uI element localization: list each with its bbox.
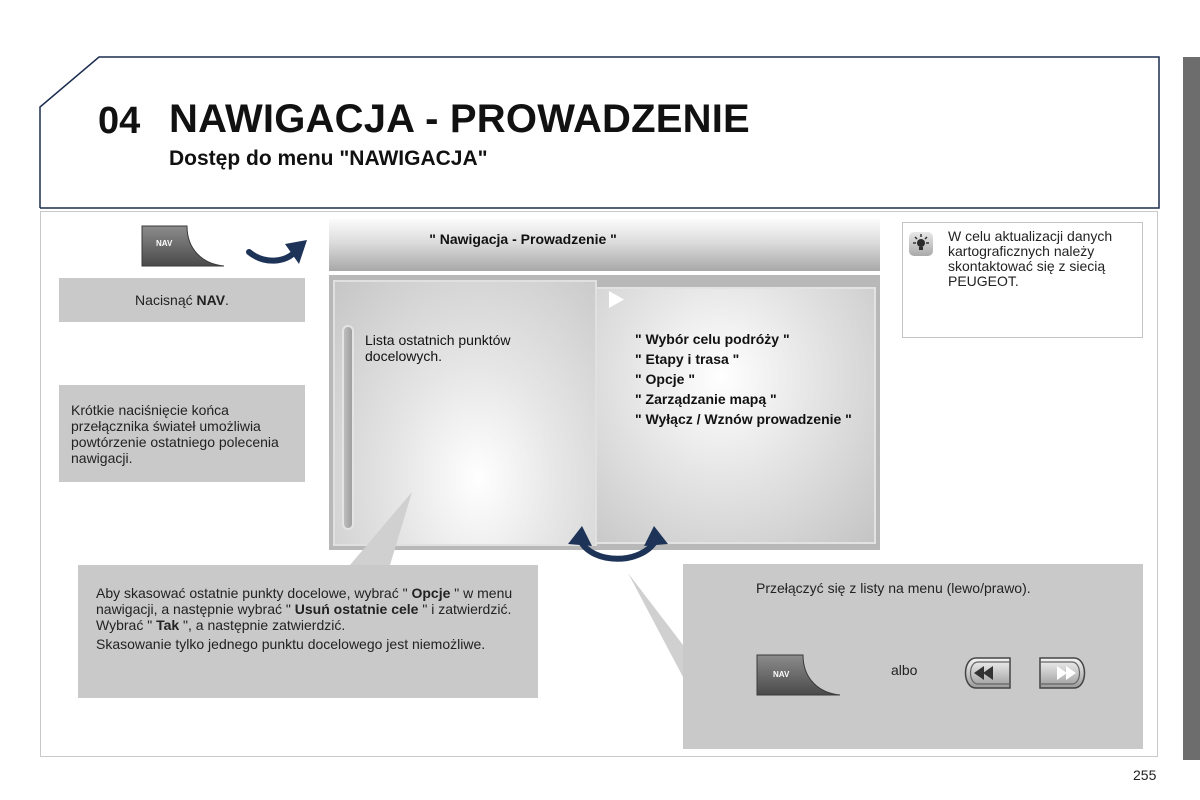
- press-prefix: Nacisnąć: [135, 292, 197, 308]
- delete-text: " w menu nawigacji, a następnie wybrać ": [96, 585, 513, 617]
- chapter-title: NAWIGACJA - PROWADZENIE: [169, 97, 750, 141]
- chapter-subtitle: Dostęp do menu "NAWIGACJA": [169, 147, 488, 170]
- screen-title: " Nawigacja - Prowadzenie ": [429, 231, 617, 247]
- short-press-text: Krótkie naciśnięcie końca przełącznika świateł umożliwia powtórzenie ostatniego polecenia nawigacji.: [71, 402, 279, 466]
- delete-keyword: Usuń ostatnie cele: [294, 601, 419, 617]
- nav-button: [755, 653, 841, 702]
- delete-destinations-box: [78, 565, 538, 698]
- press-key: NAV: [196, 292, 226, 308]
- nav-button-label: NAV: [773, 670, 790, 679]
- note-text: W celu aktualizacji danych kartograficznych należy skontaktować się z siecią PEUGEOT.: [948, 228, 1113, 289]
- nav-button: [139, 224, 225, 273]
- delete-instructions: [96, 585, 520, 633]
- switch-arrows-icon: [562, 520, 674, 568]
- lightbulb-icon: [909, 232, 933, 256]
- page-number: 255: [1133, 767, 1157, 783]
- nav-button-label: NAV: [156, 239, 173, 248]
- delete-keyword: Opcje: [411, 585, 451, 601]
- rewind-button-icon: [960, 656, 1012, 690]
- curved-arrow-icon: [245, 232, 310, 272]
- nav-button-shape: [139, 224, 225, 268]
- fast-forward-button-icon: [1038, 656, 1090, 690]
- albo-label: albo: [891, 662, 918, 678]
- menu-item: " Etapy i trasa ": [635, 351, 740, 367]
- nav-button-shape: [755, 653, 841, 697]
- navigation-menu: [635, 332, 870, 432]
- delete-keyword: Tak: [156, 617, 180, 633]
- menu-item: " Zarządzanie mapą ": [635, 391, 777, 407]
- callout-pointer: [330, 490, 430, 570]
- delete-text: Aby skasować ostatnie punkty docelowe, wybrać ": [96, 585, 412, 601]
- press-nav-box: [59, 278, 305, 322]
- callout-pointer: [620, 565, 690, 680]
- side-tab: [1183, 57, 1200, 760]
- switch-text: Przełączyć się z listy na menu (lewo/prawo).: [756, 580, 1031, 596]
- delete-text: ", a następnie zatwierdzić.: [179, 617, 346, 633]
- play-icon: [606, 289, 627, 310]
- short-press-box: [59, 385, 305, 482]
- menu-item: " Wybór celu podróży ": [635, 331, 790, 347]
- menu-item: " Opcje ": [635, 371, 695, 387]
- menu-item: " Wyłącz / Wznów prowadzenie ": [635, 411, 852, 427]
- delete-note: Skasowanie tylko jednego punktu docelowego jest niemożliwe.: [96, 636, 486, 652]
- press-suffix: .: [225, 292, 229, 308]
- recent-destinations-label: Lista ostatnich punktów docelowych.: [365, 332, 511, 364]
- chapter-number: 04: [98, 100, 141, 142]
- delete-text: " i zatwierdzić. Wybrać ": [96, 601, 512, 633]
